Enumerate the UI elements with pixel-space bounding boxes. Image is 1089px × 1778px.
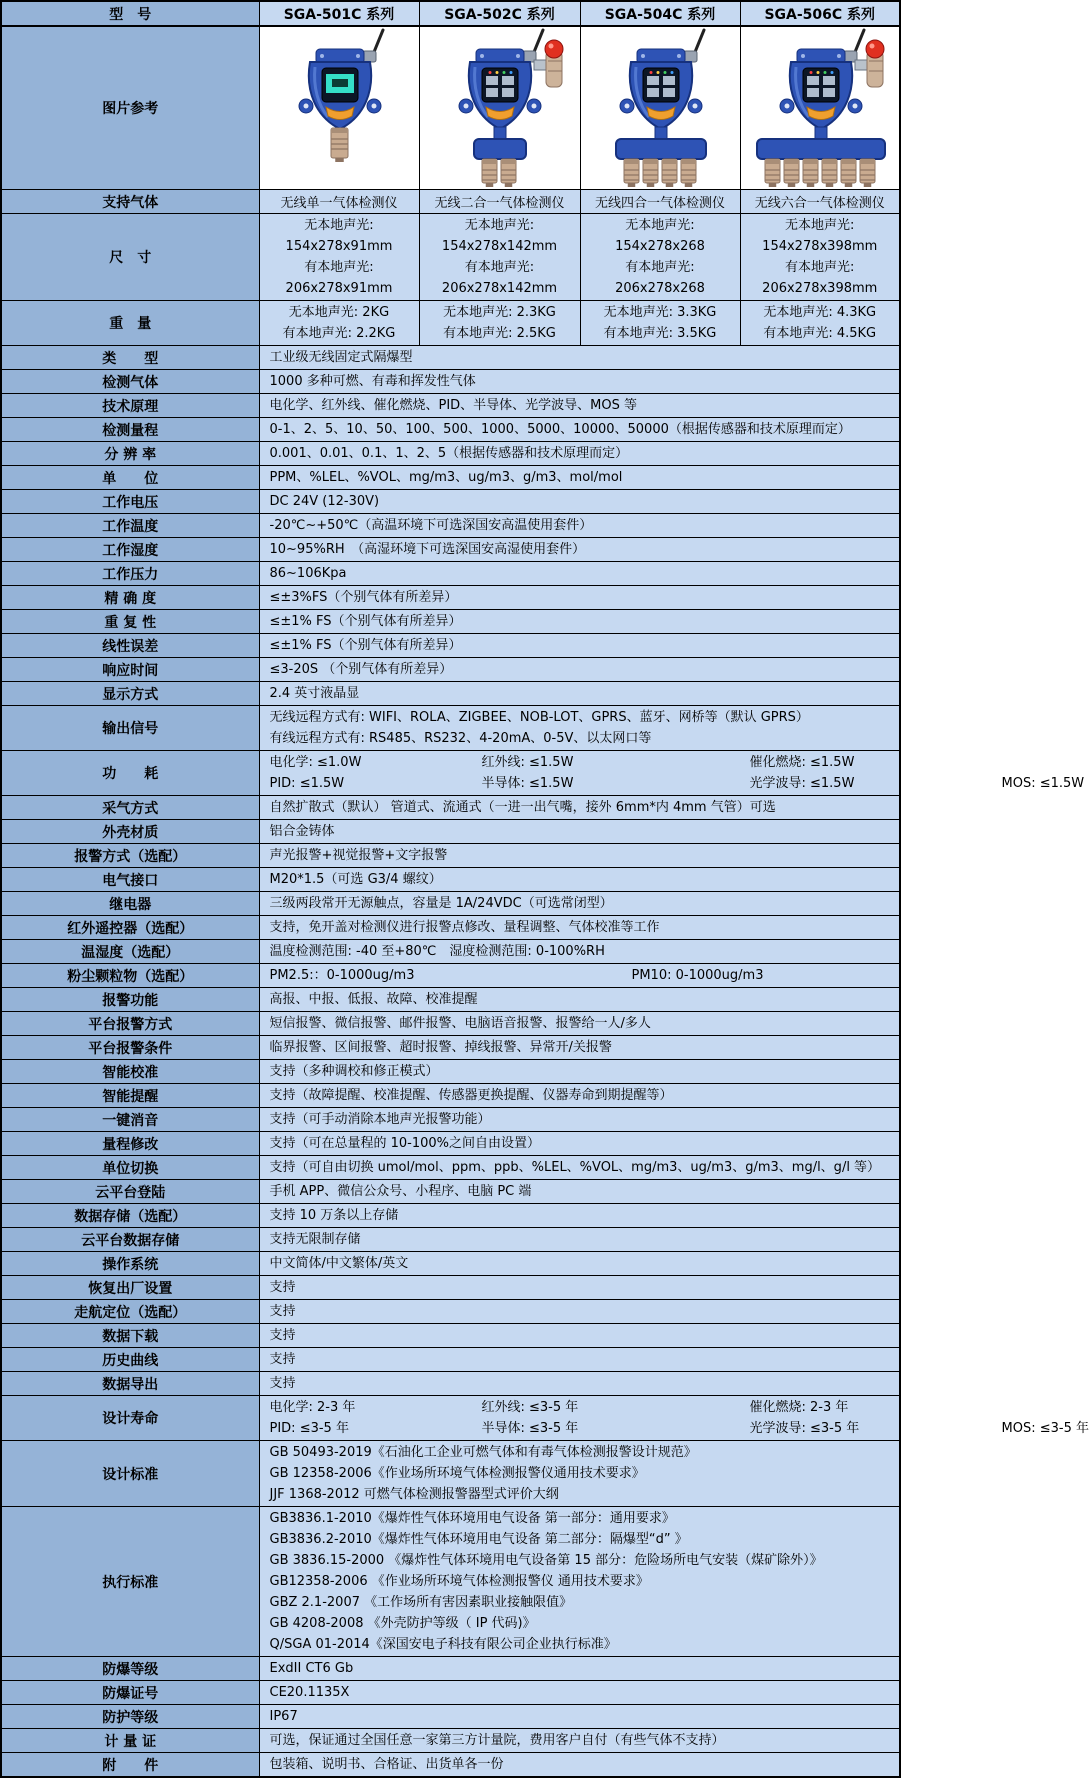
size-row-label: 尺 寸 bbox=[1, 214, 259, 301]
spec-table-body bbox=[1, 1, 1089, 1777]
spec-row-label: 功 耗 bbox=[1, 751, 259, 796]
spec-row-label: 工作温度 bbox=[1, 514, 259, 538]
spec-row-value bbox=[259, 1507, 900, 1657]
spec-row-label: 云平台登陆 bbox=[1, 1180, 259, 1204]
spec-row-value bbox=[259, 751, 1085, 796]
spec-row bbox=[1, 1507, 900, 1657]
spec-row-value bbox=[259, 1060, 900, 1084]
spec-value-line: GB3836.2-2010《爆炸性气体环境用电气设备 第二部分：隔爆型“d” 》 bbox=[269, 1532, 688, 1547]
spec-row-value bbox=[259, 964, 900, 988]
spec-value-line: 0-1、2、5、10、50、100、500、1000、5000、10000、50000（根据传感器和技术原理而定） bbox=[269, 422, 851, 437]
model-name: SGA-504C 系列 bbox=[580, 1, 740, 26]
spec-value-line: ≤3-20S （个别气体有所差异） bbox=[269, 662, 453, 677]
spec-row-label: 电气接口 bbox=[1, 868, 259, 892]
spec-row-value bbox=[259, 1228, 900, 1252]
weight-row-line: 无本地声光: 4.3KG bbox=[763, 305, 877, 320]
spec-row-value bbox=[259, 418, 900, 442]
spec-row-value bbox=[259, 586, 900, 610]
spec-value-line: 支持（故障提醒、校准提醒、传感器更换提醒、仪器寿命到期提醒等） bbox=[269, 1088, 673, 1103]
supported-gas-value: 无线单一气体检测仪 bbox=[259, 190, 419, 214]
spec-row bbox=[1, 706, 900, 751]
spec-row bbox=[1, 1204, 900, 1228]
spec-value-line: ≤±1% FS（个别气体有所差异） bbox=[269, 614, 462, 629]
spec-row bbox=[1, 346, 900, 370]
spec-value-line: 支持 10 万条以上存储 bbox=[269, 1208, 399, 1223]
spec-value-line bbox=[270, 1397, 896, 1418]
spec-row-label: 防护等级 bbox=[1, 1705, 259, 1729]
spec-row-label: 执行标准 bbox=[1, 1507, 259, 1657]
spec-value-line: 无线远程方式有: WIFI、ROLA、ZIGBEE、NOB-LOT、GPRS、蓝牙、网桥等（默认 GPRS） bbox=[269, 710, 809, 725]
spec-row-label: 温湿度（选配） bbox=[1, 940, 259, 964]
spec-row-label: 显示方式 bbox=[1, 682, 259, 706]
spec-row-value bbox=[259, 796, 900, 820]
spec-value-line: M20*1.5（可选 G3/4 螺纹） bbox=[269, 872, 442, 887]
spec-row-value bbox=[259, 394, 900, 418]
spec-value-line: 10~95%RH （高湿环境下可选深国安高湿使用套件） bbox=[269, 542, 586, 557]
spec-value-segment: PM10: 0-1000ug/m3 bbox=[631, 968, 764, 983]
gas-detector-6in1-image bbox=[741, 27, 901, 189]
spec-row-value bbox=[259, 658, 900, 682]
spec-value-line: 0.001、0.01、0.1、1、2、5（根据传感器和技术原理而定） bbox=[269, 446, 629, 461]
spec-row-label: 数据下载 bbox=[1, 1324, 259, 1348]
spec-row-label: 附 件 bbox=[1, 1753, 259, 1778]
supported-gas-row bbox=[1, 190, 900, 214]
weight-row-cell bbox=[740, 301, 900, 346]
gas-detector-single-sensor-image bbox=[259, 26, 419, 190]
spec-row-label: 恢复出厂设置 bbox=[1, 1276, 259, 1300]
size-row bbox=[1, 214, 900, 301]
model-name: SGA-502C 系列 bbox=[419, 1, 580, 26]
spec-value-segment: 催化燃烧: 2-3 年 bbox=[749, 1400, 849, 1415]
spec-row bbox=[1, 1180, 900, 1204]
spec-value-line: GB3836.1-2010《爆炸性气体环境用电气设备 第一部分：通用要求》 bbox=[269, 1511, 675, 1526]
spec-row bbox=[1, 1705, 900, 1729]
spec-row-value bbox=[259, 1324, 900, 1348]
spec-row-value bbox=[259, 844, 900, 868]
spec-value-line: 中文简体/中文繁体/英文 bbox=[269, 1256, 409, 1271]
spec-row-label: 云平台数据存储 bbox=[1, 1228, 259, 1252]
spec-row-value bbox=[259, 1108, 900, 1132]
spec-value-line: 高报、中报、低报、故障、校准提醒 bbox=[269, 992, 478, 1007]
spec-row-value bbox=[259, 1156, 900, 1180]
spec-row-label: 防爆等级 bbox=[1, 1657, 259, 1681]
spec-row-value bbox=[259, 1705, 900, 1729]
spec-row-label: 外壳材质 bbox=[1, 820, 259, 844]
spec-row-label: 采气方式 bbox=[1, 796, 259, 820]
spec-value-line: 温度检测范围: -40 至+80℃ 湿度检测范围: 0-100%RH bbox=[269, 944, 605, 959]
spec-row-label: 检测量程 bbox=[1, 418, 259, 442]
spec-row bbox=[1, 1228, 900, 1252]
spec-value-line: 支持 bbox=[269, 1304, 296, 1319]
spec-value-line: Q/SGA 01-2014《深国安电子科技有限公司企业执行标准》 bbox=[269, 1637, 617, 1652]
spec-value-line: 可选，保证通过全国任意一家第三方计量院，费用客户自付（有些气体不支持） bbox=[269, 1733, 725, 1748]
spec-row-value bbox=[259, 940, 900, 964]
spec-row-label: 类 型 bbox=[1, 346, 259, 370]
spec-row bbox=[1, 1348, 900, 1372]
size-row-line: 有本地声光: 206x278x268 bbox=[615, 260, 705, 296]
weight-row-cell bbox=[580, 301, 740, 346]
spec-row-label: 响应时间 bbox=[1, 658, 259, 682]
spec-value-line: 短信报警、微信报警、邮件报警、电脑语音报警、报警给一人/多人 bbox=[269, 1016, 651, 1031]
spec-row-label: 报警方式（选配） bbox=[1, 844, 259, 868]
spec-row-value bbox=[259, 868, 900, 892]
spec-value-line: CE20.1135X bbox=[269, 1685, 350, 1700]
spec-row bbox=[1, 1156, 900, 1180]
spec-row bbox=[1, 820, 900, 844]
size-row-line: 有本地声光: 206x278x91mm bbox=[285, 260, 393, 296]
spec-value-line: 临界报警、区间报警、超时报警、掉线报警、异常开/关报警 bbox=[269, 1040, 612, 1055]
spec-row bbox=[1, 1324, 900, 1348]
spec-row bbox=[1, 1276, 900, 1300]
spec-value-line: GB 3836.15-2000 《爆炸性气体环境用电气设备第 15 部分：危险场所电气安装（煤矿除外）》 bbox=[269, 1553, 823, 1568]
spec-row bbox=[1, 868, 900, 892]
spec-value-line: 有线远程方式有: RS485、RS232、4-20mA、0-5V、以太网口等 bbox=[269, 731, 652, 746]
spec-row-value bbox=[259, 916, 900, 940]
spec-value-segment: PID: ≤3-5 年 bbox=[269, 1421, 349, 1436]
spec-row bbox=[1, 1657, 900, 1681]
weight-row-line: 有本地声光: 2.5KG bbox=[443, 326, 556, 341]
spec-row-value bbox=[259, 346, 900, 370]
size-row-cell bbox=[740, 214, 900, 301]
spec-row-label: 继电器 bbox=[1, 892, 259, 916]
spec-row bbox=[1, 1084, 900, 1108]
spec-value-segment: 红外线: ≤3-5 年 bbox=[481, 1400, 579, 1415]
spec-row bbox=[1, 1372, 900, 1396]
spec-row bbox=[1, 586, 900, 610]
spec-value-segment: 电化学: ≤1.0W bbox=[269, 755, 362, 770]
spec-row-label: 报警功能 bbox=[1, 988, 259, 1012]
spec-row-value bbox=[259, 682, 900, 706]
size-row-cell bbox=[419, 214, 580, 301]
spec-row-label: 技术原理 bbox=[1, 394, 259, 418]
spec-row bbox=[1, 1753, 900, 1778]
spec-row-value bbox=[259, 1441, 900, 1507]
spec-row bbox=[1, 634, 900, 658]
spec-row-label: 平台报警条件 bbox=[1, 1036, 259, 1060]
spec-value-line: 电化学、红外线、催化燃烧、PID、半导体、光学波导、MOS 等 bbox=[269, 398, 638, 413]
spec-row bbox=[1, 418, 900, 442]
spec-value-line bbox=[270, 752, 896, 773]
spec-row-label: 单 位 bbox=[1, 466, 259, 490]
weight-row-line: 无本地声光: 2.3KG bbox=[443, 305, 556, 320]
image-reference-row bbox=[1, 26, 900, 190]
spec-row-value bbox=[259, 988, 900, 1012]
supported-gas-label: 支持气体 bbox=[1, 190, 259, 214]
size-row-line: 无本地声光: 154x278x268 bbox=[615, 218, 705, 254]
spec-value-line: 支持 bbox=[269, 1280, 296, 1295]
spec-row-value bbox=[259, 370, 900, 394]
model-name: SGA-501C 系列 bbox=[259, 1, 419, 26]
spec-row-label: 量程修改 bbox=[1, 1132, 259, 1156]
spec-row-value bbox=[259, 610, 900, 634]
spec-row bbox=[1, 658, 900, 682]
spec-row bbox=[1, 610, 900, 634]
weight-row bbox=[1, 301, 900, 346]
weight-row-cell bbox=[259, 301, 419, 346]
spec-row-label: 粉尘颗粒物（选配） bbox=[1, 964, 259, 988]
spec-row-label: 单位切换 bbox=[1, 1156, 259, 1180]
model-name: SGA-506C 系列 bbox=[740, 1, 900, 26]
spec-row-label: 工作电压 bbox=[1, 490, 259, 514]
spec-value-line: DC 24V (12-30V) bbox=[269, 494, 380, 509]
spec-row bbox=[1, 916, 900, 940]
spec-value-line: GB12358-2006 《作业场所环境气体检测报警仪 通用技术要求》 bbox=[269, 1574, 649, 1589]
spec-row bbox=[1, 394, 900, 418]
spec-row bbox=[1, 514, 900, 538]
spec-row bbox=[1, 1396, 900, 1441]
supported-gas-value: 无线二合一气体检测仪 bbox=[419, 190, 580, 214]
supported-gas-value: 无线六合一气体检测仪 bbox=[740, 190, 900, 214]
spec-row-value bbox=[259, 1252, 900, 1276]
spec-row-label: 红外遥控器（选配） bbox=[1, 916, 259, 940]
spec-value-line: JJF 1368-2012 可燃气体检测报警器型式评价大纲 bbox=[269, 1487, 559, 1502]
spec-row-value bbox=[259, 562, 900, 586]
spec-row bbox=[1, 964, 900, 988]
spec-value-line: PPM、%LEL、%VOL、mg/m3、ug/m3、g/m3、mol/mol bbox=[269, 470, 623, 485]
spec-row bbox=[1, 1441, 900, 1507]
model-header-row bbox=[1, 1, 900, 26]
weight-row-line: 有本地声光: 4.5KG bbox=[763, 326, 877, 341]
spec-value-line: 支持 bbox=[269, 1328, 296, 1343]
spec-row-label: 精 确 度 bbox=[1, 586, 259, 610]
spec-value-line: 手机 APP、微信公众号、小程序、电脑 PC 端 bbox=[269, 1184, 532, 1199]
spec-row-label: 数据存储（选配） bbox=[1, 1204, 259, 1228]
spec-value-segment: 半导体: ≤3-5 年 bbox=[481, 1421, 579, 1436]
spec-row-value bbox=[259, 1681, 900, 1705]
spec-row-value bbox=[259, 538, 900, 562]
spec-value-line: -20℃~+50℃（高温环境下可选深国安高温使用套件） bbox=[269, 518, 593, 533]
spec-value-line: 铝合金铸体 bbox=[269, 824, 335, 839]
spec-row-label: 一键消音 bbox=[1, 1108, 259, 1132]
size-row-line: 无本地声光: 154x278x91mm bbox=[285, 218, 393, 254]
spec-value-line: 支持 bbox=[269, 1352, 296, 1367]
spec-row-value bbox=[259, 820, 900, 844]
spec-row-value bbox=[259, 1276, 900, 1300]
spec-value-line: 支持（可自由切换 umol/mol、ppm、ppb、%LEL、%VOL、mg/m3、ug/m3、g/m3、mg/l、g/l 等） bbox=[269, 1160, 881, 1175]
spec-value-line: 支持（多种调校和修正模式） bbox=[269, 1064, 439, 1079]
spec-value-line: ≤±1% FS（个别气体有所差异） bbox=[269, 638, 462, 653]
spec-value-line: 支持无限制存储 bbox=[269, 1232, 361, 1247]
weight-row-line: 有本地声光: 2.2KG bbox=[282, 326, 396, 341]
spec-row-value bbox=[259, 706, 900, 751]
spec-value-line: ≤±3%FS（个别气体有所差异） bbox=[269, 590, 458, 605]
spec-row bbox=[1, 538, 900, 562]
spec-row-label: 分 辨 率 bbox=[1, 442, 259, 466]
spec-row bbox=[1, 466, 900, 490]
size-row-line: 无本地声光: 154x278x398mm bbox=[762, 218, 878, 254]
spec-row-value bbox=[259, 1204, 900, 1228]
spec-row bbox=[1, 796, 900, 820]
spec-value-segment: 电化学: 2-3 年 bbox=[269, 1400, 356, 1415]
spec-row bbox=[1, 682, 900, 706]
spec-row-value bbox=[259, 634, 900, 658]
spec-row-label: 设计寿命 bbox=[1, 1396, 259, 1441]
spec-value-line: 支持（可手动消除本地声光报警功能） bbox=[269, 1112, 491, 1127]
spec-value-line: GB 12358-2006《作业场所环境气体检测报警仪通用技术要求》 bbox=[269, 1466, 645, 1481]
spec-row-label: 检测气体 bbox=[1, 370, 259, 394]
spec-row-label: 线性误差 bbox=[1, 634, 259, 658]
spec-value-segment: MOS: ≤3-5 年 bbox=[1001, 1421, 1089, 1436]
gas-detector-2in1-image bbox=[420, 27, 580, 189]
spec-row bbox=[1, 1300, 900, 1324]
spec-row bbox=[1, 940, 900, 964]
spec-row bbox=[1, 562, 900, 586]
spec-row bbox=[1, 892, 900, 916]
spec-value-segment: PM2.5:：0-1000ug/m3 bbox=[269, 968, 415, 983]
spec-value-segment: 催化燃烧: ≤1.5W bbox=[749, 755, 855, 770]
spec-value-line: 1000 多种可燃、有毒和挥发性气体 bbox=[269, 374, 476, 389]
spec-row-label: 数据导出 bbox=[1, 1372, 259, 1396]
model-header-label: 型 号 bbox=[1, 1, 259, 26]
spec-row-label: 设计标准 bbox=[1, 1441, 259, 1507]
size-row-line: 有本地声光: 206x278x142mm bbox=[441, 260, 558, 296]
spec-row bbox=[1, 1132, 900, 1156]
spec-value-line: 声光报警+视觉报警+文字报警 bbox=[269, 848, 448, 863]
spec-row-value bbox=[259, 442, 900, 466]
spec-row bbox=[1, 1681, 900, 1705]
size-row-cell bbox=[259, 214, 419, 301]
spec-value-line bbox=[270, 965, 896, 986]
spec-row bbox=[1, 1060, 900, 1084]
spec-row-value bbox=[259, 1036, 900, 1060]
spec-value-line: 三级两段常开无源触点，容量是 1A/24VDC（可选常闭型） bbox=[269, 896, 613, 911]
spec-row bbox=[1, 988, 900, 1012]
spec-value-line: GBZ 2.1-2007 《工作场所有害因素职业接触限值》 bbox=[269, 1595, 573, 1610]
spec-row-value bbox=[259, 1372, 900, 1396]
spec-value-line: 支持，免开盖对检测仪进行报警点修改、量程调整、气体校准等工作 bbox=[269, 920, 660, 935]
spec-row-value bbox=[259, 1396, 1089, 1441]
spec-row-value bbox=[259, 514, 900, 538]
spec-value-line bbox=[269, 773, 1085, 794]
spec-row-label: 工作湿度 bbox=[1, 538, 259, 562]
spec-row-label: 重 复 性 bbox=[1, 610, 259, 634]
gas-detector-single-sensor-image bbox=[260, 27, 420, 189]
spec-row-value bbox=[259, 892, 900, 916]
gas-detector-4in1-image bbox=[580, 26, 740, 190]
spec-value-segment: 红外线: ≤1.5W bbox=[481, 755, 574, 770]
spec-row-value bbox=[259, 1657, 900, 1681]
spec-value-segment: 半导体: ≤1.5W bbox=[481, 776, 574, 791]
spec-row-label: 操作系统 bbox=[1, 1252, 259, 1276]
spec-row-label: 智能校准 bbox=[1, 1060, 259, 1084]
weight-row-line: 有本地声光: 3.5KG bbox=[603, 326, 717, 341]
spec-value-segment: PID: ≤1.5W bbox=[269, 776, 345, 791]
supported-gas-value: 无线四合一气体检测仪 bbox=[580, 190, 740, 214]
size-row-cell bbox=[580, 214, 740, 301]
spec-row bbox=[1, 442, 900, 466]
spec-row bbox=[1, 844, 900, 868]
spec-row-label: 走航定位（选配） bbox=[1, 1300, 259, 1324]
spec-row-value bbox=[259, 490, 900, 514]
spec-value-line: 支持 bbox=[269, 1376, 296, 1391]
spec-value-segment: 光学波导: ≤3-5 年 bbox=[749, 1421, 860, 1436]
spec-value-line: 自然扩散式（默认） 管道式、流通式（一进一出气嘴，接外 6mm*内 4mm 气管）可选 bbox=[269, 800, 776, 815]
spec-value-line bbox=[269, 1418, 1089, 1439]
spec-value-line: GB 4208-2008 《外壳防护等级（ IP 代码)》 bbox=[269, 1616, 536, 1631]
spec-value-segment: 光学波导: ≤1.5W bbox=[749, 776, 855, 791]
spec-value-line: 工业级无线固定式隔爆型 bbox=[269, 350, 413, 365]
weight-row-label: 重 量 bbox=[1, 301, 259, 346]
spec-row-value bbox=[259, 1753, 900, 1778]
spec-row-label: 输出信号 bbox=[1, 706, 259, 751]
spec-row bbox=[1, 1729, 900, 1753]
spec-value-line: ExdII CT6 Gb bbox=[269, 1661, 354, 1676]
weight-row-cell bbox=[419, 301, 580, 346]
gas-detector-4in1-image bbox=[581, 27, 741, 189]
spec-row-label: 工作压力 bbox=[1, 562, 259, 586]
spec-row-value bbox=[259, 466, 900, 490]
spec-row-label: 防爆证号 bbox=[1, 1681, 259, 1705]
spec-value-line: 2.4 英寸液晶显 bbox=[269, 686, 360, 701]
spec-value-line: 支持（可在总量程的 10-100%之间自由设置） bbox=[269, 1136, 541, 1151]
spec-row bbox=[1, 1252, 900, 1276]
spec-value-line: 包装箱、说明书、合格证、出货单各一份 bbox=[269, 1757, 504, 1772]
spec-value-line: IP67 bbox=[269, 1709, 298, 1724]
spec-row-value bbox=[259, 1012, 900, 1036]
gas-detector-2in1-image bbox=[419, 26, 580, 190]
spec-row-label: 平台报警方式 bbox=[1, 1012, 259, 1036]
spec-row-value bbox=[259, 1300, 900, 1324]
spec-row bbox=[1, 1108, 900, 1132]
gas-detector-6in1-image bbox=[740, 26, 900, 190]
weight-row-line: 无本地声光: 3.3KG bbox=[603, 305, 717, 320]
spec-value-segment: MOS: ≤1.5W bbox=[1001, 776, 1085, 791]
spec-row bbox=[1, 1036, 900, 1060]
spec-value-line: GB 50493-2019《石油化工企业可燃气体和有毒气体检测报警设计规范》 bbox=[269, 1445, 697, 1460]
spec-row bbox=[1, 370, 900, 394]
size-row-line: 无本地声光: 154x278x142mm bbox=[441, 218, 558, 254]
spec-value-line: 86~106Kpa bbox=[269, 566, 347, 581]
spec-row-label: 智能提醒 bbox=[1, 1084, 259, 1108]
spec-row bbox=[1, 1012, 900, 1036]
spec-row-label: 计 量 证 bbox=[1, 1729, 259, 1753]
size-row-line: 有本地声光: 206x278x398mm bbox=[762, 260, 878, 296]
spec-row-value bbox=[259, 1729, 900, 1753]
spec-row bbox=[1, 751, 900, 796]
spec-row-value bbox=[259, 1132, 900, 1156]
spec-row-value bbox=[259, 1348, 900, 1372]
spec-row-value bbox=[259, 1180, 900, 1204]
spec-row bbox=[1, 490, 900, 514]
spec-row-value bbox=[259, 1084, 900, 1108]
image-row-label: 图片参考 bbox=[1, 26, 259, 190]
weight-row-line: 无本地声光: 2KG bbox=[288, 305, 390, 320]
spec-row-label: 历史曲线 bbox=[1, 1348, 259, 1372]
